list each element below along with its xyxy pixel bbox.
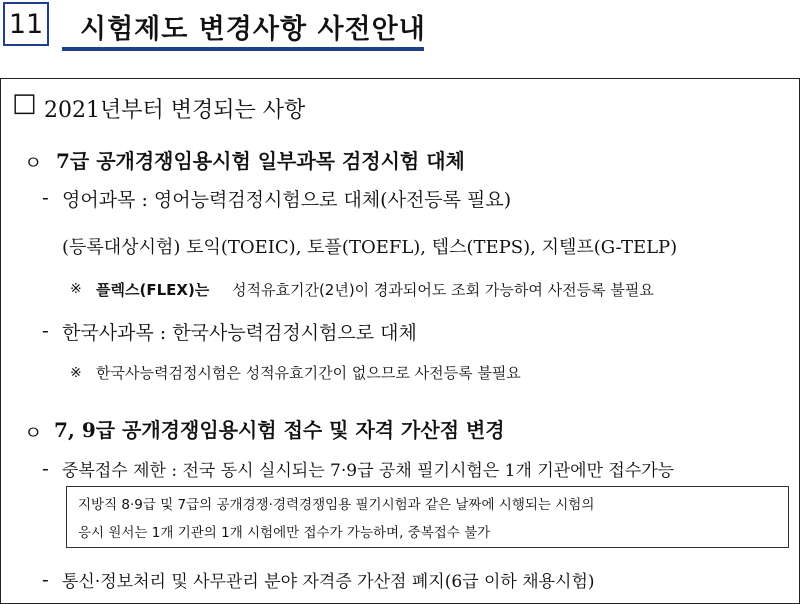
item1-heading: 7급 공개경쟁임용시험 일부과목 검정시험 대체 bbox=[56, 149, 465, 173]
circle-bullet-icon: ㅇ bbox=[24, 422, 43, 444]
circle-bullet-icon: ㅇ bbox=[24, 152, 43, 174]
notice-line-2: 응시 원서는 1개 기관의 1개 시험에만 접수가 가능하며, 중복접수 불가 bbox=[78, 525, 491, 541]
dash-marker: - bbox=[42, 318, 49, 342]
note-mark: ※ bbox=[70, 365, 82, 381]
history-note-text: 한국사능력검정시험은 성적유효기간이 없으므로 사전등록 불필요 bbox=[96, 364, 521, 382]
english-subject-text: 영어과목 : 영어능력검정시험으로 대체(사전등록 필요) bbox=[62, 189, 512, 211]
duplicate-application-text: 중복접수 제한 : 전국 동시 실시되는 7·9급 공채 필기시험은 1개 기관에만 접수가능 bbox=[62, 461, 675, 481]
dash-marker: - bbox=[42, 185, 49, 209]
english-test-list: (등록대상시험) 토익(TOEIC), 토플(TOEFL), 텝스(TEPS), 지텔프(G-TELP) bbox=[62, 237, 678, 258]
section-header bbox=[0, 0, 800, 56]
square-bullet-icon: □ bbox=[12, 88, 37, 118]
certificate-points-text: 통신·정보처리 및 사무관리 분야 자격증 가산점 폐지(6급 이하 채용시험) bbox=[62, 572, 595, 592]
note-mark: ※ bbox=[70, 281, 82, 297]
flex-note-text: 성적유효기간(2년)이 경과되어도 조회 가능하여 사전등록 불필요 bbox=[232, 281, 654, 299]
section-heading: 2021년부터 변경되는 사항 bbox=[44, 98, 306, 123]
item2-heading: 7, 9급 공개경쟁임용시험 접수 및 자격 가산점 변경 bbox=[54, 418, 505, 442]
dash-marker: - bbox=[42, 567, 49, 591]
dash-marker: - bbox=[42, 456, 49, 480]
notice-line-1: 지방직 8·9급 및 7급의 공개경쟁·경력경쟁임용 필기시험과 같은 날짜에 시행되는 시험의 bbox=[78, 497, 595, 513]
page-title: 시험제도 변경사항 사전안내 bbox=[80, 14, 426, 45]
history-subject-text: 한국사과목 : 한국사능력검정시험으로 대체 bbox=[62, 322, 417, 344]
flex-note-bold: 플렉스(FLEX)는 bbox=[96, 281, 210, 299]
section-number: 11 bbox=[3, 2, 49, 46]
title-underline bbox=[62, 47, 424, 51]
